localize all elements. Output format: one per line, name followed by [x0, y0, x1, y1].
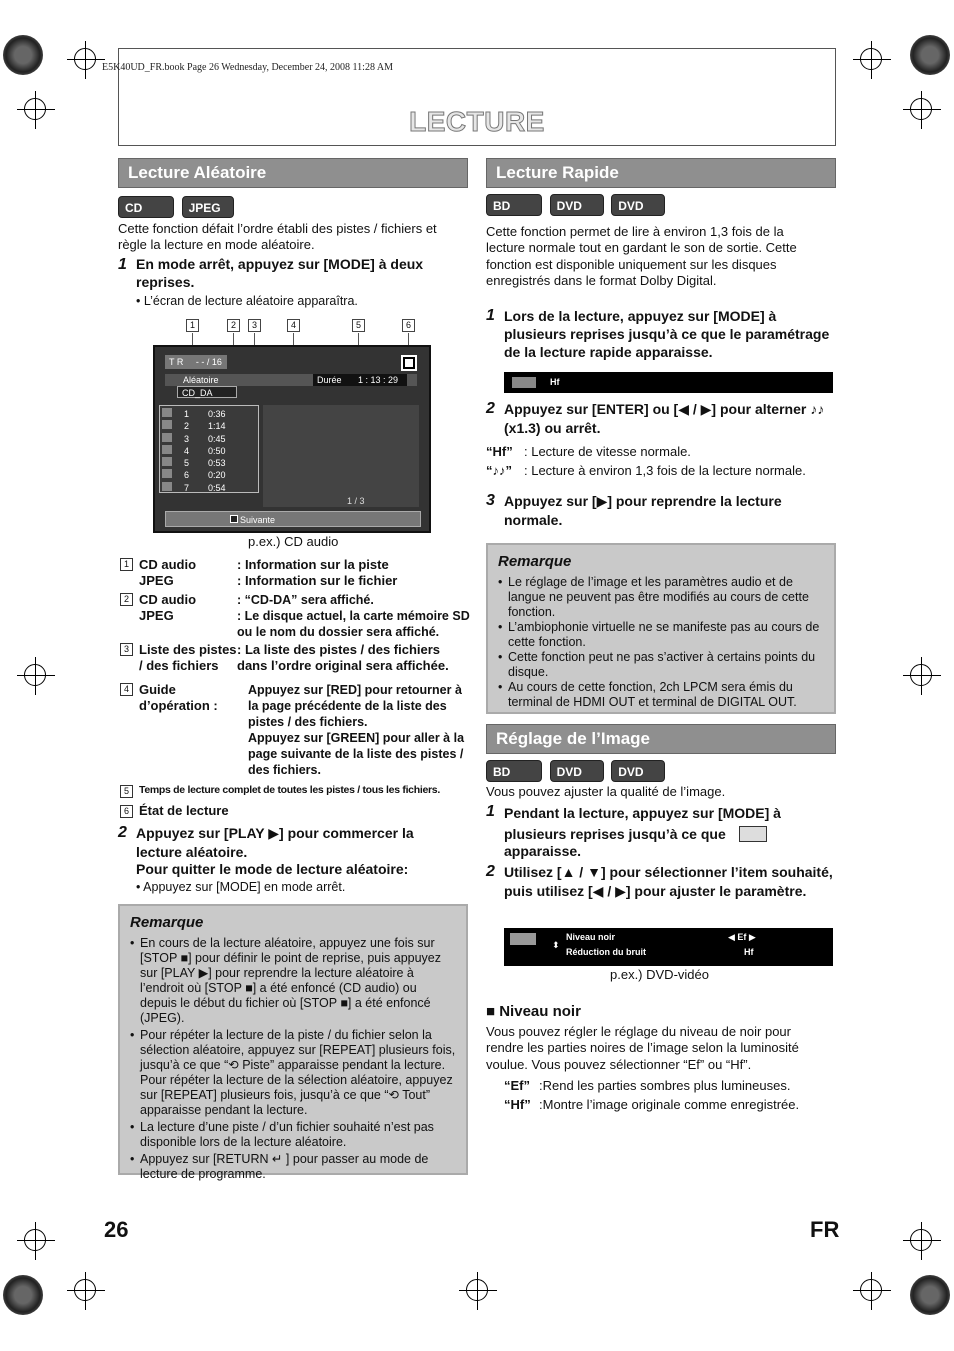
step-1-text: En mode arrêt, appuyez sur [MODE] à deux reprises. — [136, 256, 424, 290]
track-row: 1 0:36 — [162, 408, 256, 420]
remarque-item: • Appuyez sur [RETURN ↵ ] pour passer au mode de lecture de programme. — [130, 1152, 456, 1182]
quit-random-sub: • Appuyez sur [MODE] en mode arrêt. — [136, 880, 346, 894]
remarque-item: • Le réglage de l’image et les paramètres audio et de langue ne peuvent pas être modifiés au cours de cette fonction. — [498, 575, 824, 620]
registration-disc-icon — [3, 35, 43, 75]
niveau-key: “Hf” — [504, 1097, 531, 1112]
picture-icon — [510, 933, 536, 945]
option-value: : Lecture de vitesse normale. — [524, 444, 691, 459]
step-2-text: Appuyez sur [PLAY ▶] pour commercer la lecture aléatoire. — [136, 825, 414, 860]
next-page-guide: Suivante — [240, 515, 276, 525]
quit-random-title: Pour quitter le mode de lecture aléatoire: — [136, 861, 409, 877]
niveau-noir-text: Vous pouvez régler le réglage du niveau de noir pour rendre les parties noires de l’image selon la luminosité voulue. Vous pouvez sélectionner “Ef” ou “Hf”. — [486, 1024, 799, 1072]
callout-6: 6 — [402, 319, 415, 332]
option-key: “♪♪” — [486, 463, 512, 478]
picture-adjust-icon — [739, 826, 767, 842]
registration-disc-icon — [910, 35, 950, 75]
def-term: Liste des pistes / des fichiers — [139, 642, 237, 673]
remarque-item: • Cette fonction peut ne pas s’activer à certains points du disque. — [498, 650, 824, 680]
menu-value-2[interactable]: Hf — [744, 947, 754, 957]
remarque-item: • Pour répéter la lecture de la piste / du fichier selon la sélection aléatoire, appuyez sur [REPEAT] plusieurs fois, jusqu’à ce que “⟲ Piste” apparaisse pendant la lecture. Pour répéter la lecture de la sélection aléatoire, appuyez sur [REPEAT] plusieurs fois, jusqu’à ce que “⟲ Tout” apparaisse pendant la lecture. — [130, 1028, 456, 1118]
dvd-video-badge: DVD — [550, 760, 604, 782]
remarque-item: • L’ambiophonie virtuelle ne se manifeste pas au cours de cette fonction. — [498, 620, 824, 650]
crosshair-icon — [910, 664, 932, 686]
section-title-reglage-image: Réglage de l’Image — [486, 724, 836, 754]
crosshair-icon — [74, 48, 96, 70]
bd-video-badge: BD — [486, 760, 542, 782]
track-row: 7 0:54 — [162, 482, 256, 494]
def-desc: : “CD-DA” sera affiché. : Le disque actuel, la carte mémoire SD ou le nom du dossier sera affiché. — [237, 593, 470, 639]
mode-label: Aléatoire — [183, 375, 219, 385]
dvd-video-badge: DVD — [550, 194, 604, 216]
remarque-box-right — [486, 543, 836, 714]
def-5: Temps de lecture complet de toutes les pistes / tous les fichiers. — [139, 784, 440, 796]
track-row: 4 0:50 — [162, 445, 256, 457]
duration-label: Durée — [317, 375, 342, 385]
language-label: FR — [810, 1217, 840, 1242]
niveau-value: :Rend les parties sombres plus lumineuses. — [539, 1078, 791, 1093]
disc-badges — [486, 760, 669, 782]
step-number: 1 — [486, 307, 495, 324]
def-term: CD audio JPEG — [139, 557, 197, 588]
bd-video-badge: BD — [486, 194, 542, 216]
step-number: 1 — [118, 256, 127, 273]
section-title-lecture-aleatoire: Lecture Aléatoire — [118, 158, 468, 188]
crosshair-icon — [466, 1279, 488, 1301]
step-1-text: Lors de la lecture, appuyez sur [MODE] à plusieurs reprises jusqu’à ce que le paramétrage de la lecture rapide apparaisse. — [504, 308, 830, 360]
def-6: État de lecture — [139, 803, 229, 818]
crosshair-icon — [860, 48, 882, 70]
picture-adjust-menu — [504, 928, 833, 966]
page-indicator: 1 / 3 — [347, 496, 365, 506]
track-row: 3 0:45 — [162, 433, 256, 445]
fast-playback-bar: Hf — [504, 372, 833, 393]
registration-disc-icon — [910, 1275, 950, 1315]
dvd-vr-badge: DVD — [611, 760, 665, 782]
random-playback-screen — [153, 345, 431, 533]
remarque-title: Remarque — [130, 914, 204, 931]
s2-step-2-text: Utilisez [▲ / ▼] pour sélectionner l’item souhaité, puis utilisez [◀ / ▶] pour ajuster le paramètre. — [504, 864, 833, 899]
step-number: 3 — [486, 492, 495, 509]
step-3-text: Appuyez sur [▶] pour reprendre la lecture normale. — [504, 493, 782, 528]
crosshair-icon — [74, 1279, 96, 1301]
menu-caption: p.ex.) DVD-vidéo — [610, 967, 709, 982]
crosshair-icon — [910, 1229, 932, 1251]
stop-state-icon — [401, 355, 417, 371]
niveau-value: :Montre l’image originale comme enregistrée. — [539, 1097, 800, 1112]
track-list — [159, 405, 259, 493]
def-term: Guide d’opération : — [139, 682, 218, 713]
page-number: 26 — [104, 1217, 129, 1242]
section-title-lecture-rapide: Lecture Rapide — [486, 158, 836, 188]
intro-text: Cette fonction défait l’ordre établi des pistes / fichiers et règle la lecture en mode aléatoire. — [118, 221, 437, 253]
speaker-icon — [512, 377, 536, 388]
step-number: 2 — [486, 863, 495, 880]
def-desc: : La liste des pistes / des fichiers dans l’ordre original sera affichée. — [237, 642, 449, 673]
step-2-text: Appuyez sur [ENTER] ou [◀ / ▶] pour alterner ♪♪ (x1.3) ou arrêt. — [504, 401, 825, 436]
menu-value-1[interactable]: ◀ Ef ▶ — [728, 932, 756, 942]
crosshair-icon — [24, 664, 46, 686]
book-info-line: E5K40UD_FR.book Page 26 Wednesday, December 24, 2008 11:28 AM — [102, 62, 394, 73]
jpeg-badge: JPEG — [182, 196, 234, 218]
callout-2: 2 — [227, 319, 240, 332]
disc-badges — [118, 196, 238, 218]
option-key: “Hf” — [486, 444, 513, 459]
callout-1: 1 — [186, 319, 199, 332]
remarque-item: • La lecture d’une piste / d’un fichier souhaité n’est pas disponible lors de la lecture aléatoire. — [130, 1120, 456, 1150]
niveau-key: “Ef” — [504, 1078, 530, 1093]
screen-caption: p.ex.) CD audio — [248, 534, 339, 549]
callout-3: 3 — [248, 319, 261, 332]
intro-text: Cette fonction permet de lire à environ 1,3 fois de la lecture normale tout en gardant le son de sortie. Cette fonction est disponible uniquement sur les disques enregistrés dans le format Dolby Digital. — [486, 224, 797, 288]
step-number: 2 — [118, 824, 127, 841]
disc-name: CD_DA — [182, 388, 213, 398]
step-number: 2 — [486, 400, 495, 417]
s2-intro: Vous pouvez ajuster la qualité de l’image. — [486, 784, 726, 799]
def-term: CD audio JPEG — [139, 592, 197, 623]
disc-badges — [486, 194, 669, 216]
track-row: 5 0:53 — [162, 457, 256, 469]
s2-step-1-text: Pendant la lecture, appuyez sur [MODE] à plusieurs reprises jusqu’à ce que — [504, 805, 781, 842]
tr-value: - - / 16 — [195, 357, 222, 367]
remarque-item: • En cours de la lecture aléatoire, appuyez une fois sur [STOP ■] pour définir le point de reprise, puis appuyez sur [PLAY ▶] pour reprendre la lecture aléatoire à l’endroit où [STOP ■] a été enfoncé (CD audio) ou depuis le début du fichier où [STOP ■] a été enfoncé (JPEG). — [130, 936, 456, 1026]
def-desc: Appuyez sur [RED] pour retourner à la page précédente de la liste des pistes / des fichiers. Appuyez sur [GREEN] pour aller à la page suivante de la liste des pistes / des fichiers. — [248, 683, 465, 777]
tr-label: T R — [169, 357, 184, 367]
option-value: : Lecture à environ 1,3 fois de la lecture normale. — [524, 463, 806, 478]
remarque-title: Remarque — [498, 553, 572, 570]
page-title: LECTURE — [409, 106, 545, 137]
updown-arrows-icon: ⬍ — [552, 940, 560, 950]
niveau-noir-title: ■ Niveau noir — [486, 1003, 581, 1020]
callout-5: 5 — [352, 319, 365, 332]
duration-value: 1 : 13 : 29 — [358, 375, 399, 385]
crosshair-icon — [860, 1279, 882, 1301]
menu-row-reduction-bruit[interactable]: Réduction du bruit — [566, 947, 646, 957]
s2-step-1-end: apparaisse. — [504, 843, 582, 859]
track-row: 6 0:20 — [162, 469, 256, 481]
remarque-item: • Au cours de cette fonction, 2ch LPCM sera émis du terminal de HDMI OUT et terminal de DIGITAL OUT. — [498, 680, 824, 710]
cd-badge: CD — [118, 196, 174, 218]
track-row: 2 1:14 — [162, 420, 256, 432]
definition-list: 1 CD audio JPEG : Information sur la piste : Information sur le fichier 2 CD audio JPEG : “CD-DA” sera affiché. : Le disque actuel, la carte mémoire SD ou le nom du dossier sera affiché. 3 Liste des pistes / des fichiers : La liste des pistes / des fichiers dans l’ordre original sera affichée. 4 Guide d’opération : Appuyez sur [RED] pour retourner à la page précédente de la liste des pistes / des fichiers. Appuyez sur [GREEN] pour aller à la page suivante de la liste des pistes / des fichiers. — [118, 557, 473, 785]
dvd-vr-badge: DVD — [611, 194, 665, 216]
registration-disc-icon — [3, 1275, 43, 1315]
step-number: 1 — [486, 803, 495, 820]
step-1-sub: • L’écran de lecture aléatoire apparaîtra. — [136, 294, 358, 308]
remarque-box-left — [118, 904, 468, 1181]
crosshair-icon — [24, 1229, 46, 1251]
def-desc: : Information sur la piste : Information sur le fichier — [237, 557, 398, 588]
callout-4: 4 — [287, 319, 300, 332]
menu-row-niveau-noir[interactable]: Niveau noir — [566, 932, 616, 942]
